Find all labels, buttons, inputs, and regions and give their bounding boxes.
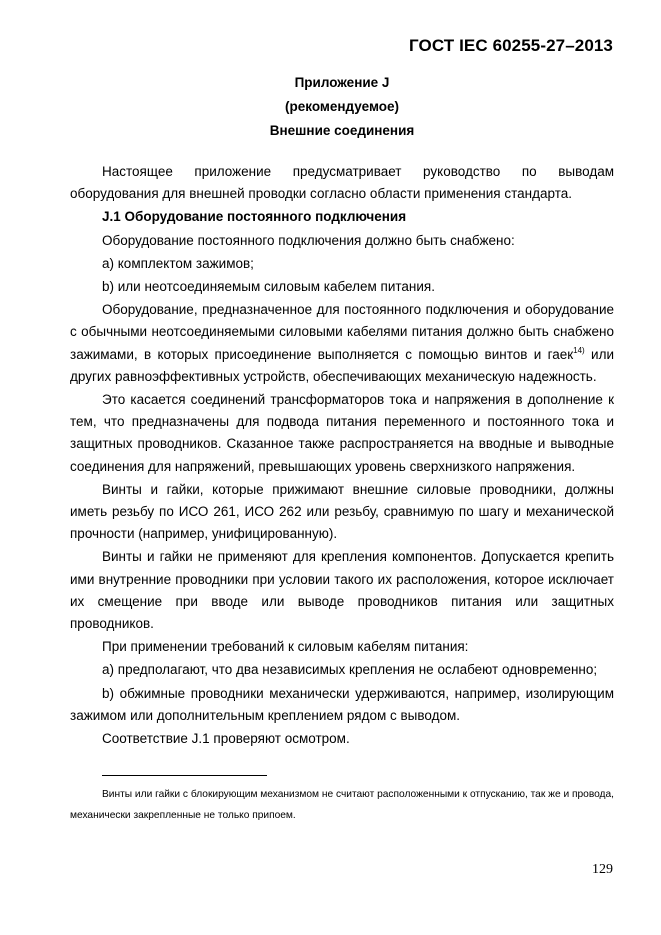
page-number: 129: [592, 862, 613, 877]
paragraph: Винты и гайки, которые прижимают внешние силовые проводники, должны иметь резьбу по ИСО 261, ИСО 262 или резьбу, сравнимую по шагу и механической прочности (например, унифицированную).: [70, 481, 614, 542]
paragraph: При применении требований к силовым кабелям питания:: [102, 639, 469, 655]
paragraph: Винты и гайки не применяют для крепления компонентов. Допускается крепить ими внутренние проводники при условии такого их расположения, которое исключает их смещение при вводе или выводе проводников питания или защитных проводников.: [70, 549, 614, 632]
paragraph-text: или других равноэффективных устройств, обеспечивающих механическую надежность.: [70, 346, 615, 384]
paragraph: [70, 299, 614, 388]
list-item: b) или неотсоединяемым силовым кабелем питания.: [102, 279, 435, 295]
paragraph: Это касается соединений трансформаторов тока и напряжения в дополнение к тем, что предназначены для подвода питания переменного и постоянного тока и защитных проводников. Сказанное также распространяется на вводные и выводные соединения для напряжений, превышающих уровень сверхнизкого напряжения.: [70, 392, 614, 474]
list-item: a) комплектом зажимов;: [102, 255, 254, 271]
list-item: b) обжимные проводники механически удерживаются, например, изолирующим зажимом или дополнительным креплением рядом с выводом.: [70, 685, 614, 723]
annex-status: (рекомендуемое): [285, 99, 399, 114]
paragraph: Оборудование постоянного подключения должно быть снабжено:: [102, 232, 515, 248]
paragraph-text: Оборудование, предназначенное для постоянного подключения и оборудование с обычными неотсоединяемыми силовыми кабелями питания должно быть снабжено зажимами, в которых присоединение выполняется с помощью винтов и гаек: [70, 302, 614, 362]
document-header: ГОСТ IEC 60255-27–2013: [409, 36, 613, 55]
footnote-reference[interactable]: 14): [573, 345, 585, 355]
paragraph: Соответствие J.1 проверяют осмотром.: [102, 731, 350, 747]
annex-name: Внешние соединения: [269, 123, 415, 138]
list-item: a) предполагают, что два независимых крепления не ослабеют одновременно;: [102, 662, 598, 678]
footnote-divider: [102, 775, 267, 776]
document-body: [70, 161, 614, 751]
paragraph: Настоящее приложение предусматривает руководство по выводам оборудования для внешней проводки согласно области применения стандарта.: [70, 164, 614, 202]
footnote-text: Винты или гайки с блокирующим механизмом не считают расположенными к отпусканию, так же и провода, механически закрепленные не только припоем.: [70, 789, 614, 821]
section-heading: J.1 Оборудование постоянного подключения: [102, 209, 407, 225]
annex-title-block: [70, 72, 614, 144]
annex-label: Приложение J: [294, 75, 390, 90]
